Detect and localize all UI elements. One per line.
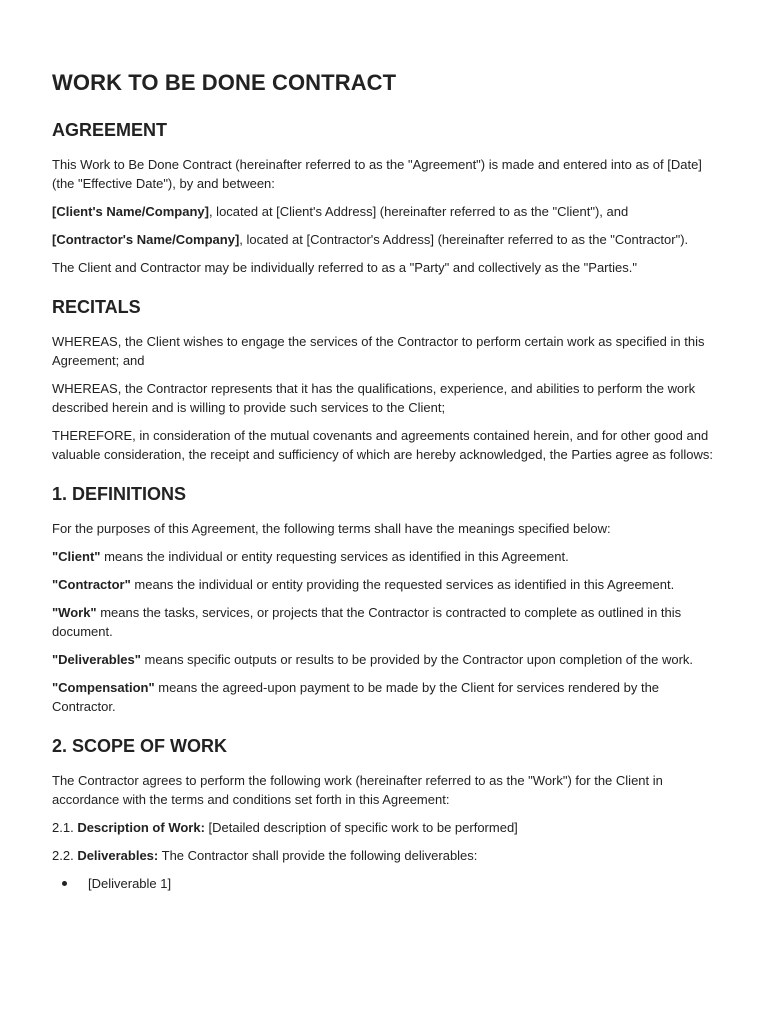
definitions-section — [52, 484, 718, 716]
recitals-section — [52, 297, 718, 464]
scope-item-label: Description of Work: — [77, 820, 205, 835]
definition-text: means the individual or entity requesting services as identified in this Agreement. — [100, 549, 569, 564]
definitions-heading: 1. DEFINITIONS — [52, 484, 187, 504]
agreement-heading: AGREEMENT — [52, 120, 168, 140]
list-item — [62, 874, 718, 893]
definition-item — [52, 547, 718, 566]
contractor-paragraph — [52, 230, 718, 249]
definition-text: means the individual or entity providing the requested services as identified in this Agreement. — [130, 577, 675, 592]
definition-text: means the tasks, services, or projects that the Contractor is contracted to complete as outlined in this document. — [52, 605, 682, 639]
definition-item — [52, 678, 718, 716]
client-details: , located at [Client's Address] (hereinafter referred to as the "Client"), and — [208, 204, 629, 219]
parties-paragraph: The Client and Contractor may be individually referred to as a "Party" and collectively as the "Parties." — [52, 260, 637, 275]
definition-item — [52, 575, 718, 594]
definition-item — [52, 603, 718, 641]
bullet-icon — [62, 881, 67, 886]
recital-paragraph-1: WHEREAS, the Client wishes to engage the services of the Contractor to perform certain work as specified in this Agreement; and — [52, 334, 705, 368]
definition-term: "Work" — [52, 605, 97, 620]
client-paragraph — [52, 202, 718, 221]
scope-item-text: [Detailed description of specific work to be performed] — [204, 820, 518, 835]
scope-item-label: Deliverables: — [77, 848, 159, 863]
agreement-section — [52, 120, 718, 277]
scope-item-deliverables — [52, 846, 718, 865]
client-name: [Client's Name/Company] — [52, 204, 209, 219]
definition-text: means specific outputs or results to be provided by the Contractor upon completion of the work. — [140, 652, 694, 667]
definition-term: "Client" — [52, 549, 101, 564]
document-title: WORK TO BE DONE CONTRACT — [52, 70, 397, 95]
recital-paragraph-3: THEREFORE, in consideration of the mutual covenants and agreements contained herein, and for other good and valuable consideration, the receipt and sufficiency of which are hereby acknowledged, the Parties agree as follows: — [52, 428, 713, 462]
definition-item — [52, 650, 718, 669]
definitions-intro: For the purposes of this Agreement, the following terms shall have the meanings specified below: — [52, 521, 611, 536]
recital-paragraph-2: WHEREAS, the Contractor represents that it has the qualifications, experience, and abilities to perform the work described herein and is willing to provide such services to the Client; — [52, 381, 696, 415]
definition-text: means the agreed-upon payment to be made by the Client for services rendered by the Contractor. — [52, 680, 660, 714]
deliverable-label: [Deliverable 1] — [88, 876, 172, 891]
recitals-heading: RECITALS — [52, 297, 141, 317]
scope-item-number: 2.1. — [52, 820, 74, 835]
scope-heading: 2. SCOPE OF WORK — [52, 736, 228, 756]
scope-item-description — [52, 818, 718, 837]
agreement-intro: This Work to Be Done Contract (hereinafter referred to as the "Agreement") is made and entered into as of [Date] (the "Effective Date"), by and between: — [52, 157, 702, 191]
scope-item-text: The Contractor shall provide the following deliverables: — [158, 848, 478, 863]
scope-section — [52, 736, 718, 893]
deliverables-list — [52, 874, 718, 893]
scope-intro: The Contractor agrees to perform the following work (hereinafter referred to as the "Work") for the Client in accordance with the terms and conditions set forth in this Agreement: — [52, 773, 663, 807]
contractor-details: , located at [Contractor's Address] (hereinafter referred to as the "Contractor"). — [239, 232, 689, 247]
contractor-name: [Contractor's Name/Company] — [52, 232, 240, 247]
scope-item-number: 2.2. — [52, 848, 74, 863]
definition-term: "Contractor" — [52, 577, 131, 592]
definition-term: "Compensation" — [52, 680, 155, 695]
definition-term: "Deliverables" — [52, 652, 141, 667]
